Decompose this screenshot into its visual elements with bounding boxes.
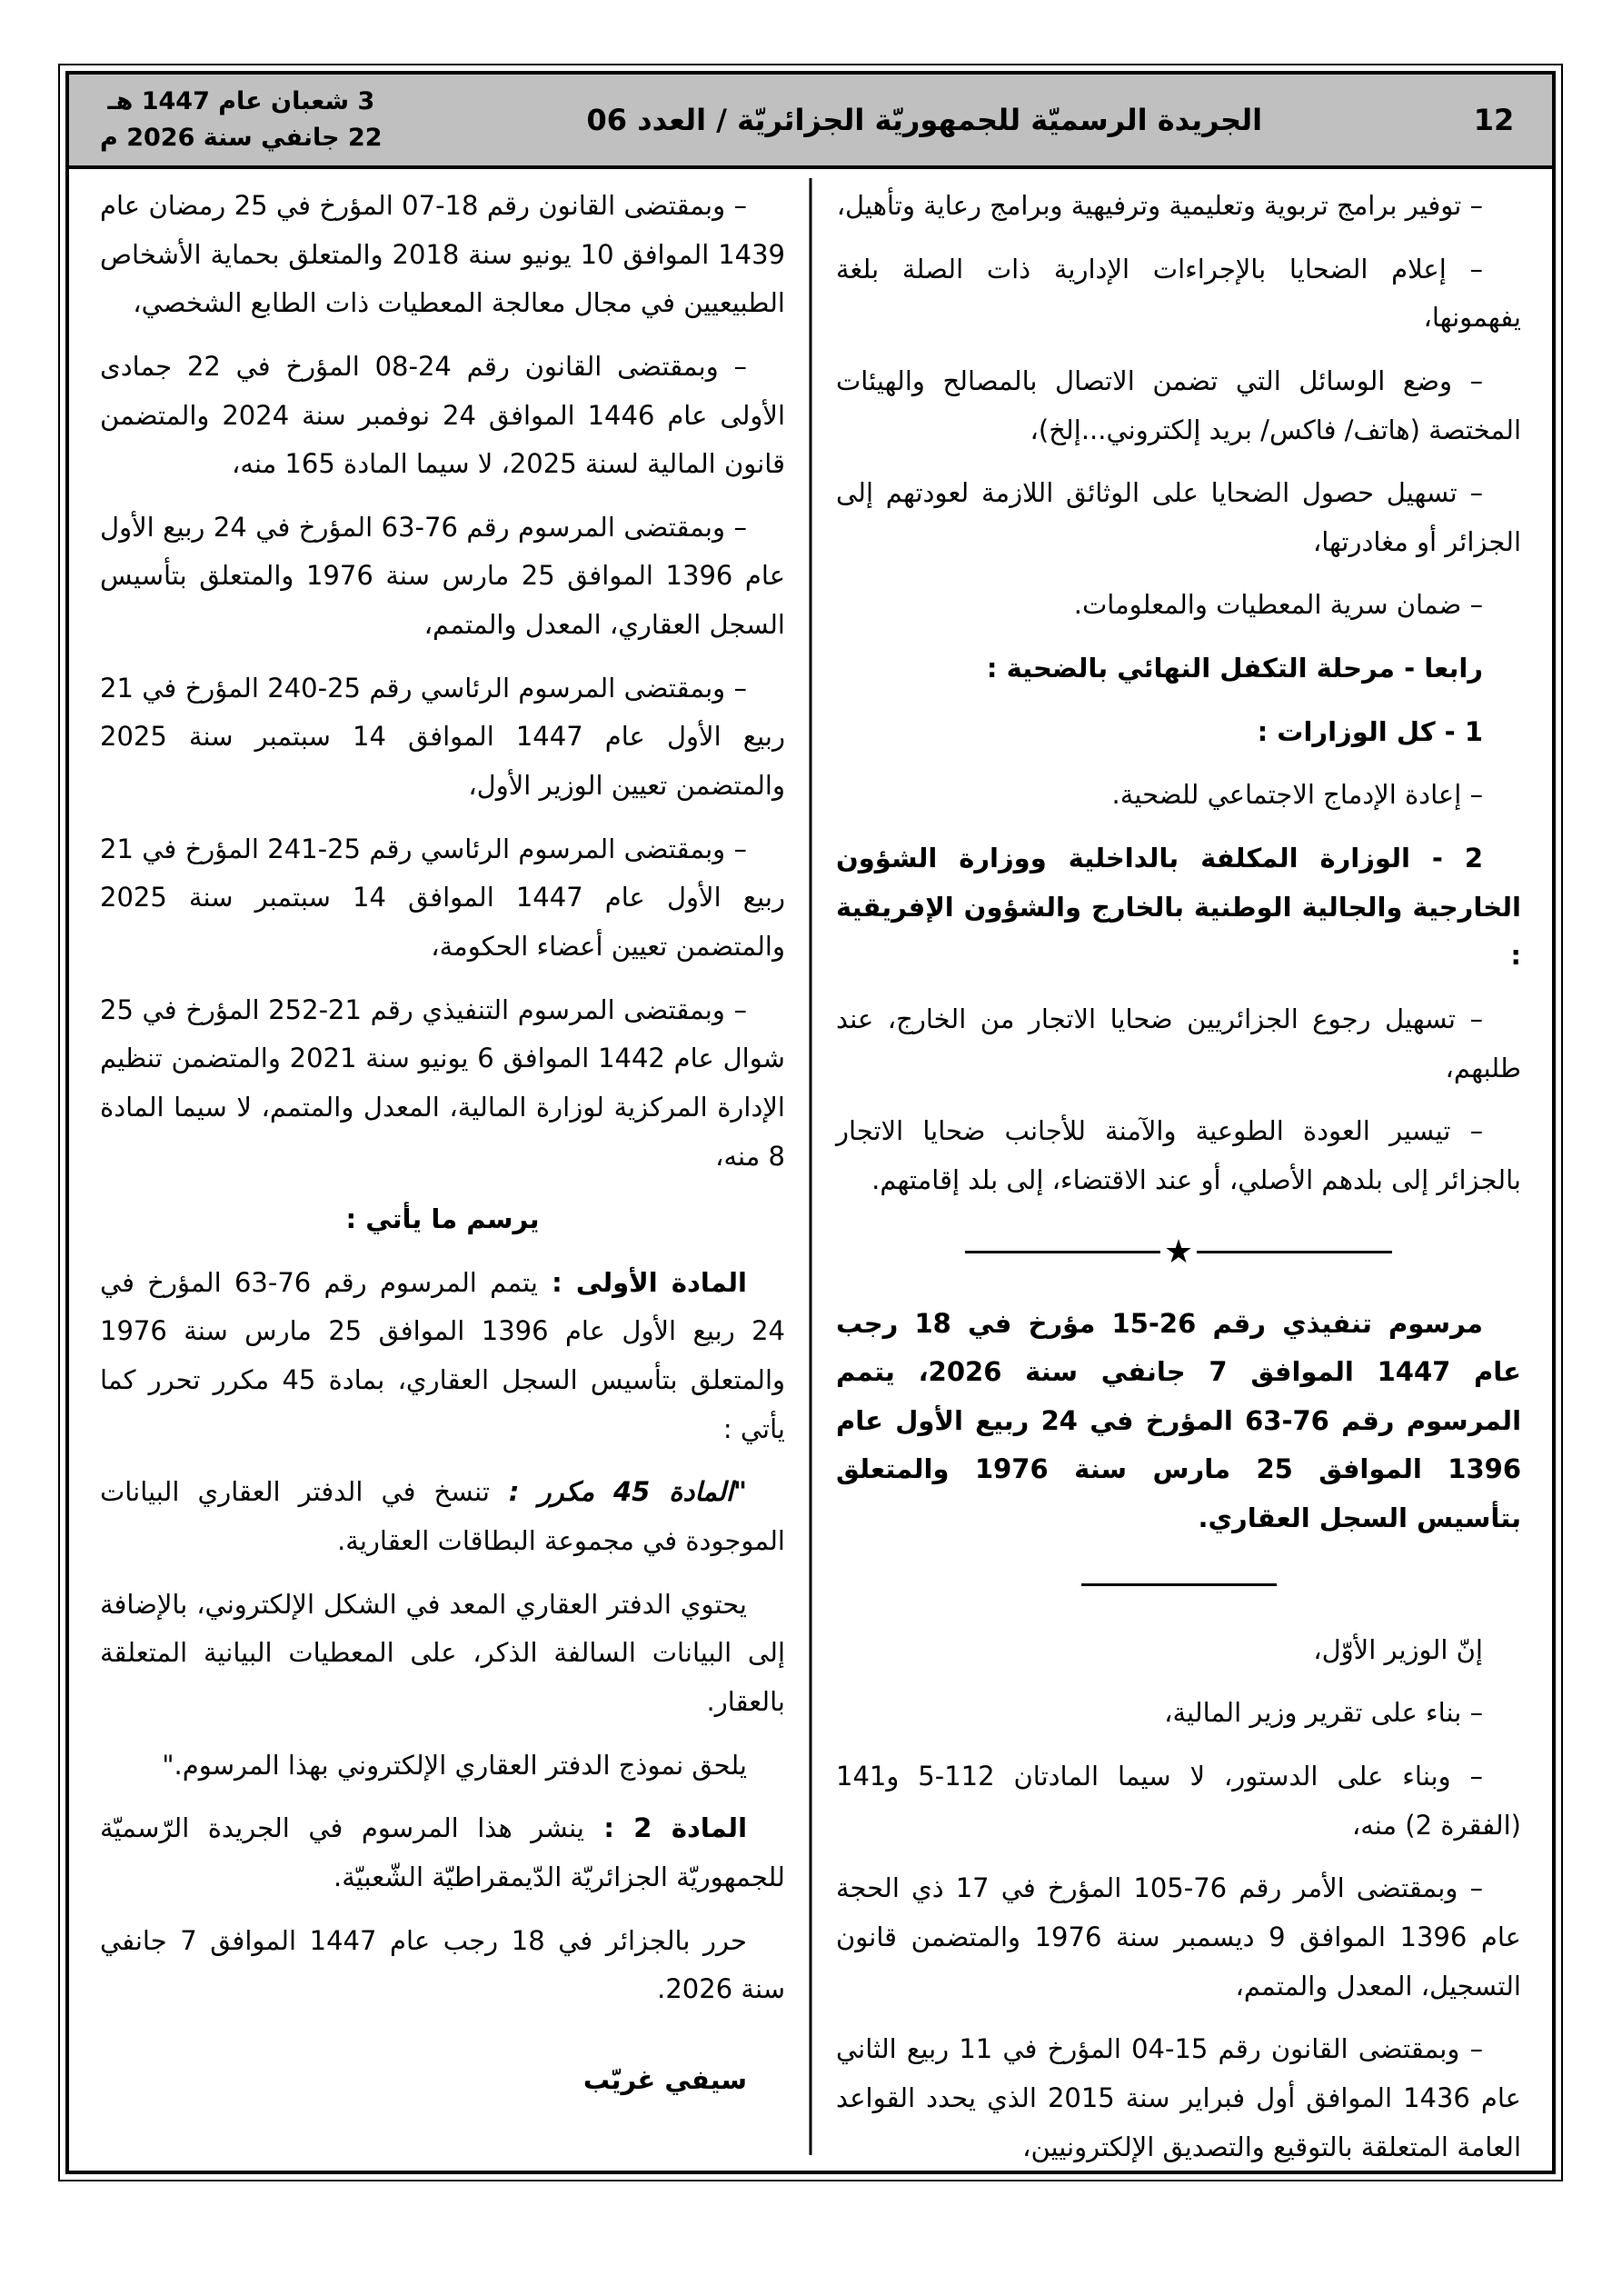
quoted-article-paragraph: "المادة 45 مكرر : تنسخ في الدفتر العقاري البيانات الموجودة في مجموعة البطاقات العقارية. (100, 1476, 785, 1557)
paragraph: – وبمقتضى القانون رقم 24-08 المؤرخ في 22 جمادى الأولى عام 1446 الموافق 24 نوفمبر سنة 2024 والمتضمن قانون المالية لسنة 2025، لا سيما المادة 165 منه، (100, 350, 786, 480)
hijri-date: 3 شعبان عام 1447 هـ (107, 86, 375, 115)
paragraph: – وبمقتضى المرسوم التنفيذي رقم 21-252 المؤرخ في 25 شوال عام 1442 الموافق 6 يونيو سنة 2021 والمتضمن تنظيم الإدارة المركزية لوزارة المالية، المعدل والمتمم، لا سيما المادة 8 منه، (100, 993, 785, 1172)
paragraph: – وبمقتضى المرسوم رقم 76-63 المؤرخ في 24 ربيع الأول عام 1396 الموافق 25 مارس سنة 1976 والمتعلق بتأسيس السجل العقاري، المعدل والمتمم، (100, 511, 785, 641)
article-paragraph: المادة الأولى : يتمم المرسوم رقم 76-63 المؤرخ في 24 ربيع الأول عام 1396 الموافق 25 مارس سنة 1976 والمتعلق بتأسيس السجل العقاري، بمادة 45 مكرر تحرر كما يأتي : (100, 1266, 786, 1444)
paragraph: حرر بالجزائر في 18 رجب عام 1447 الموافق 7 جانفي سنة 2026. (100, 1924, 785, 2005)
section-heading: رابعا - مرحلة التكفل النهائي بالضحية : (986, 653, 1483, 684)
paragraph: – وبمقتضى الأمر رقم 76-105 المؤرخ في 17 ذي الحجة عام 1396 الموافق 9 ديسمبر سنة 1976 والمتضمن قانون التسجيل، المعدل والمتمم، (836, 1872, 1521, 2002)
paragraph: – توفير برامج تربوية وتعليمية وترفيهية وبرامج رعاية وتأهيل، (836, 190, 1483, 221)
gazette-header (69, 75, 1552, 169)
paragraph: – وبناء على الدستور، لا سيما المادتان 112-5 و141 (الفقرة 2) منه، (836, 1761, 1521, 1841)
paragraph: – وبمقتضى المرسوم الرئاسي رقم 25-241 المؤرخ في 21 ربيع الأول عام 1447 الموافق 14 سبتمبر سنة 2025 والمتضمن تعيين أعضاء الحكومة، (100, 833, 785, 962)
content-area (69, 169, 1552, 2174)
header-dates (100, 84, 383, 157)
article-paragraph-lead: المادة 2 : (583, 1812, 748, 1844)
page-frame (58, 64, 1563, 2181)
star-icon: ★ (1163, 1233, 1194, 1271)
rule-separator (1081, 1583, 1277, 1586)
article-paragraph-lead: المادة الأولى : (538, 1266, 747, 1298)
gregorian-date: 22 جانفي سنة 2026 م (100, 124, 383, 152)
section-heading: 2 - الوزارة المكلفة بالداخلية ووزارة الشؤون الخارجية والجالية الوطنية بالخارج والشؤون الإفريقية : (836, 843, 1521, 972)
paragraph: يلحق نموذج الدفتر العقاري الإلكتروني بهذا المرسوم." (162, 1749, 747, 1781)
paragraph: إنّ الوزير الأوّل، (1313, 1633, 1483, 1665)
column-divider (810, 178, 812, 2155)
decree-title: مرسوم تنفيذي رقم 26-15 مؤرخ في 18 رجب عام 1447 الموافق 7 جانفي سنة 2026، يتمم المرسوم رقم 76-63 المؤرخ في 24 ربيع الأول عام 1396 الموافق 25 مارس سنة 1976 والمتعلق بتأسيس السجل العقاري. (836, 1307, 1522, 1534)
paragraph: – ضمان سرية المعطيات والمعلومات. (1073, 589, 1483, 621)
paragraph: – بناء على تقرير وزير المالية، (1164, 1697, 1483, 1729)
paragraph: يحتوي الدفتر العقاري المعد في الشكل الإلكتروني، بالإضافة إلى البيانات السالفة الذكر، على المعطيات البيانية المتعلقة بالعقار. (100, 1588, 785, 1717)
paragraph: – تسهيل حصول الضحايا على الوثائق اللازمة لعودتهم إلى الجزائر أو مغادرتها، (836, 477, 1521, 557)
signature: سيفي غريّب (582, 2063, 747, 2095)
paragraph: – وبمقتضى القانون رقم 15-04 المؤرخ في 11 ربيع الثاني عام 1436 الموافق أول فبراير سنة 2015 الذي يحدد القواعد العامة المتعلقة بالتوقيع والتصديق الإلكترونيين، (836, 2033, 1521, 2162)
paragraph: – وبمقتضى القانون رقم 18-07 المؤرخ في 25 رمضان عام 1439 الموافق 10 يونيو سنة 2018 والمتعلق بحماية الأشخاص الطبيعيين في مجال معالجة المعطيات ذات الطابع الشخصي، (100, 190, 786, 319)
section-heading: 1 - كل الوزارات : (1257, 715, 1483, 747)
paragraph: – وضع الوسائل التي تضمن الاتصال بالمصالح والهيئات المختصة (هاتف/ فاكس/ بريد إلكتروني...إلخ)، (836, 364, 1521, 445)
page-number: 12 (1473, 103, 1515, 137)
journal-title: الجريدة الرسميّة للجمهوريّة الجزائريّة / العدد 06 (586, 103, 1263, 137)
article-paragraph: المادة 2 : ينشر هذا المرسوم في الجريدة الرّسميّة للجمهوريّة الجزائريّة الدّيمقراطيّة الشّعبيّة. (100, 1812, 785, 1892)
quoted-article-paragraph-lead: "المادة 45 مكرر : (489, 1476, 747, 1508)
page-frame-inner (65, 71, 1556, 2174)
paragraph: – إعادة الإدماج الاجتماعي للضحية. (1111, 779, 1483, 811)
star-separator (836, 1233, 1521, 1271)
paragraph: – إعلام الضحايا بالإجراءات الإدارية ذات الصلة بلغة يفهمونها، (836, 253, 1521, 334)
paragraph: – وبمقتضى المرسوم الرئاسي رقم 25-240 المؤرخ في 21 ربيع الأول عام 1447 الموافق 14 سبتمبر سنة 2025 والمتضمن تعيين الوزير الأول، (100, 672, 785, 802)
separator-line (1197, 1251, 1392, 1253)
right-column (811, 178, 1547, 2174)
left-column (75, 178, 811, 2174)
paragraph: – تسهيل رجوع الجزائريين ضحايا الاتجار من الخارج، عند طلبهم، (836, 1003, 1521, 1083)
separator-line (965, 1251, 1160, 1253)
paragraph: – تيسير العودة الطوعية والآمنة للأجانب ضحايا الاتجار بالجزائر إلى بلدهم الأصلي، أو عند الاقتضاء، إلى بلد إقامتهم. (836, 1115, 1521, 1195)
enactment-heading: يرسم ما يأتي : (345, 1203, 540, 1235)
